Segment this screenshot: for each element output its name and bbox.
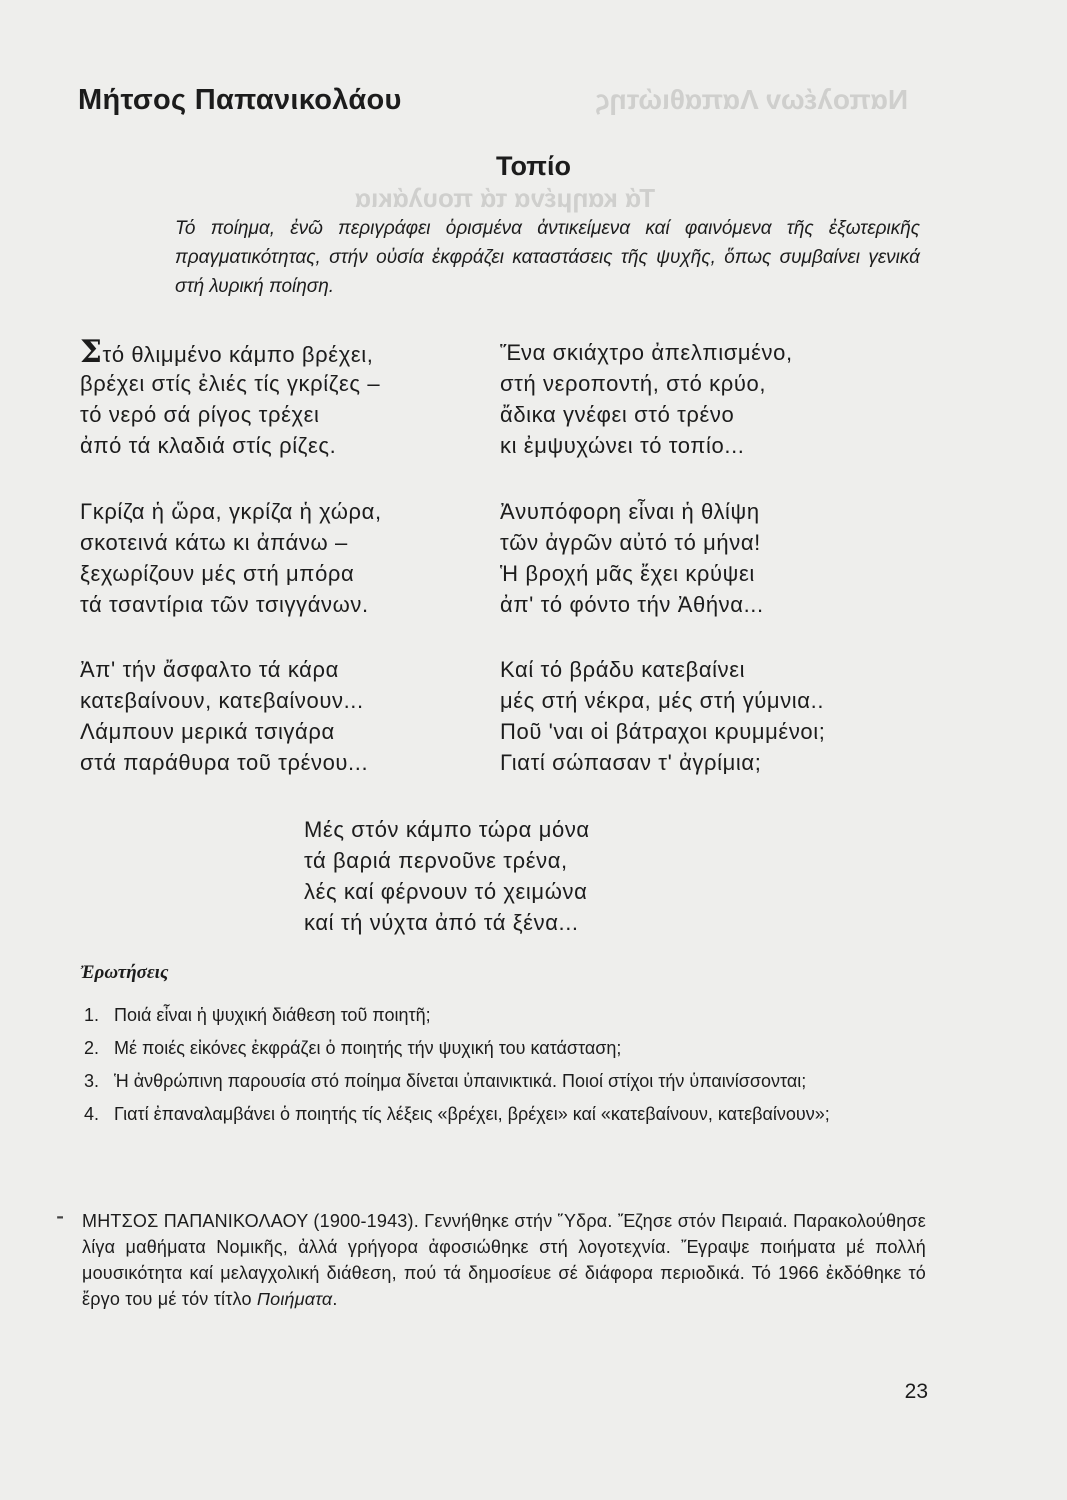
verse-line: στή νεροποντή, στό κρύο, bbox=[500, 371, 767, 396]
verse-line: Ἀπ' τήν ἄσφαλτο τά κάρα bbox=[80, 657, 339, 682]
bleed-through-title: Ναπολέων Λαπαθιώτης bbox=[595, 84, 909, 115]
margin-mark-icon: ⁃ bbox=[55, 1208, 65, 1230]
questions-list bbox=[84, 1003, 930, 1135]
verse-line: τό νερό σά ρίγος τρέχει bbox=[80, 402, 320, 427]
verse-line: ἀπό τά κλαδιά στίς ρίζες. bbox=[80, 433, 337, 458]
questions-heading: Ἐρωτήσεις bbox=[80, 962, 169, 983]
verse-line: Λάμπουν μερικά τσιγάρα bbox=[80, 719, 335, 744]
question-item bbox=[84, 1036, 930, 1060]
verse-line: ξεχωρίζουν μές στή μπόρα bbox=[80, 561, 355, 586]
verse-line: τά τσαντίρια τῶν τσιγγάνων. bbox=[80, 592, 369, 617]
verse-line: Ἕνα σκιάχτρο ἀπελπισμένο, bbox=[500, 340, 793, 365]
stanza-2 bbox=[500, 337, 793, 461]
bleed-through-subtitle: Τά καημένα τά πουλάκια bbox=[355, 183, 656, 213]
verse-line: Γκρίζα ἡ ὥρα, γκρίζα ἡ χώρα, bbox=[80, 499, 382, 524]
verse-line: καί τή νύχτα ἀπό τά ξένα... bbox=[304, 910, 579, 935]
question-number: 4. bbox=[84, 1104, 100, 1124]
verse-line: ἀπ' τό φόντο τήν Ἀθήνα... bbox=[500, 592, 764, 617]
question-text: Ποιά εἶναι ἡ ψυχική διάθεση τοῦ ποιητῆ; bbox=[114, 1005, 431, 1025]
stanza-1 bbox=[80, 334, 381, 461]
work-title: Ποιήματα bbox=[256, 1289, 333, 1309]
question-text: Μέ ποιές εἰκόνες ἐκφράζει ὁ ποιητής τήν ψυχική του κατάσταση; bbox=[114, 1038, 622, 1058]
question-number: 2. bbox=[84, 1038, 100, 1058]
verse-line: στά παράθυρα τοῦ τρένου... bbox=[80, 750, 369, 775]
stanza-3 bbox=[80, 496, 382, 620]
author-biography bbox=[82, 1208, 926, 1312]
verse-line: Μές στόν κάμπο τώρα μόνα bbox=[304, 817, 590, 842]
question-item bbox=[84, 1069, 930, 1093]
question-text: Ἡ ἀνθρώπινη παρουσία στό ποίημα δίνεται ὑπαινικτικά. Ποιοί στίχοι τήν ὑπαινίσσονται; bbox=[114, 1071, 807, 1091]
verse-line: Ἀνυπόφορη εἶναι ἡ θλίψη bbox=[500, 499, 760, 524]
biography-text: ΜΗΤΣΟΣ ΠΑΠΑΝΙΚΟΛΑΟΥ (1900-1943). Γεννήθηκε στήν Ὕδρα. Ἔζησε στόν Πειραιά. Παρακολούθησε λίγα μαθήματα Νομικῆς, ἀλλά γρήγορα ἀφοσιώθηκε στή λογοτεχνία. Ἔγραψε ποιήματα μέ πολλή μουσικότητα καί μελαγχολική διάθεση, πού τά δημοσίευε σέ διάφορα περιοδικά. Τό 1966 ἐκδόθηκε τό ἔργο του μέ τόν τίτλο bbox=[82, 1211, 926, 1309]
verse-line: Γιατί σώπασαν τ' ἀγρίμια; bbox=[500, 750, 762, 775]
stanza-6 bbox=[500, 654, 825, 778]
verse-line: Στό θλιμμένο κάμπο βρέχει, bbox=[80, 334, 374, 370]
stanza-5 bbox=[80, 654, 368, 778]
question-number: 1. bbox=[84, 1005, 100, 1025]
poem-title: Τοπίο bbox=[496, 151, 571, 181]
verse-line: λές καί φέρνουν τό χειμώνα bbox=[304, 879, 588, 904]
verse-line: κατεβαίνουν, κατεβαίνουν... bbox=[80, 688, 364, 713]
poem-introduction: Τό ποίημα, ἐνῶ περιγράφει ὁρισμένα ἀντικείμενα καί φαινόμενα τῆς ἐξωτερικῆς πραγματικότητας, στήν οὐσία ἐκφράζει καταστάσεις τῆς ψυχῆς, ὅπως συμβαίνει γενικά στή λυρική ποίηση. bbox=[175, 218, 920, 297]
stanza-7 bbox=[304, 814, 590, 938]
verse-line: τῶν ἀγρῶν αὐτό τό μήνα! bbox=[500, 530, 761, 555]
question-item bbox=[84, 1003, 930, 1027]
question-text: Γιατί ἐπαναλαμβάνει ὁ ποιητής τίς λέξεις «βρέχει, βρέχει» καί «κατεβαίνουν, κατεβαίνουν»; bbox=[114, 1104, 830, 1124]
verse-line: Καί τό βράδυ κατεβαίνει bbox=[500, 657, 746, 682]
drop-cap: Σ bbox=[80, 334, 103, 370]
verse-line: κι ἐμψυχώνει τό τοπίο... bbox=[500, 433, 745, 458]
verse-line: βρέχει στίς ἐλιές τίς γκρίζες – bbox=[80, 371, 381, 396]
question-item bbox=[84, 1102, 930, 1126]
verse-line: μές στή νέκρα, μές στή γύμνια.. bbox=[500, 688, 825, 713]
poet-name: Μήτσος Παπανικολάου bbox=[78, 84, 402, 116]
verse-line: σκοτεινά κάτω κι ἀπάνω – bbox=[80, 530, 348, 555]
verse-line: Ἡ βροχή μᾶς ἔχει κρύψει bbox=[500, 561, 755, 586]
verse-line: ἄδικα γνέφει στό τρένο bbox=[500, 402, 735, 427]
page-number: 23 bbox=[904, 1380, 928, 1403]
question-number: 3. bbox=[84, 1071, 100, 1091]
biography-end: . bbox=[332, 1289, 338, 1309]
verse-line: Ποῦ 'ναι οἱ βάτραχοι κρυμμένοι; bbox=[500, 719, 826, 744]
stanza-4 bbox=[500, 496, 764, 620]
verse-line: τά βαριά περνοῦνε τρένα, bbox=[304, 848, 568, 873]
